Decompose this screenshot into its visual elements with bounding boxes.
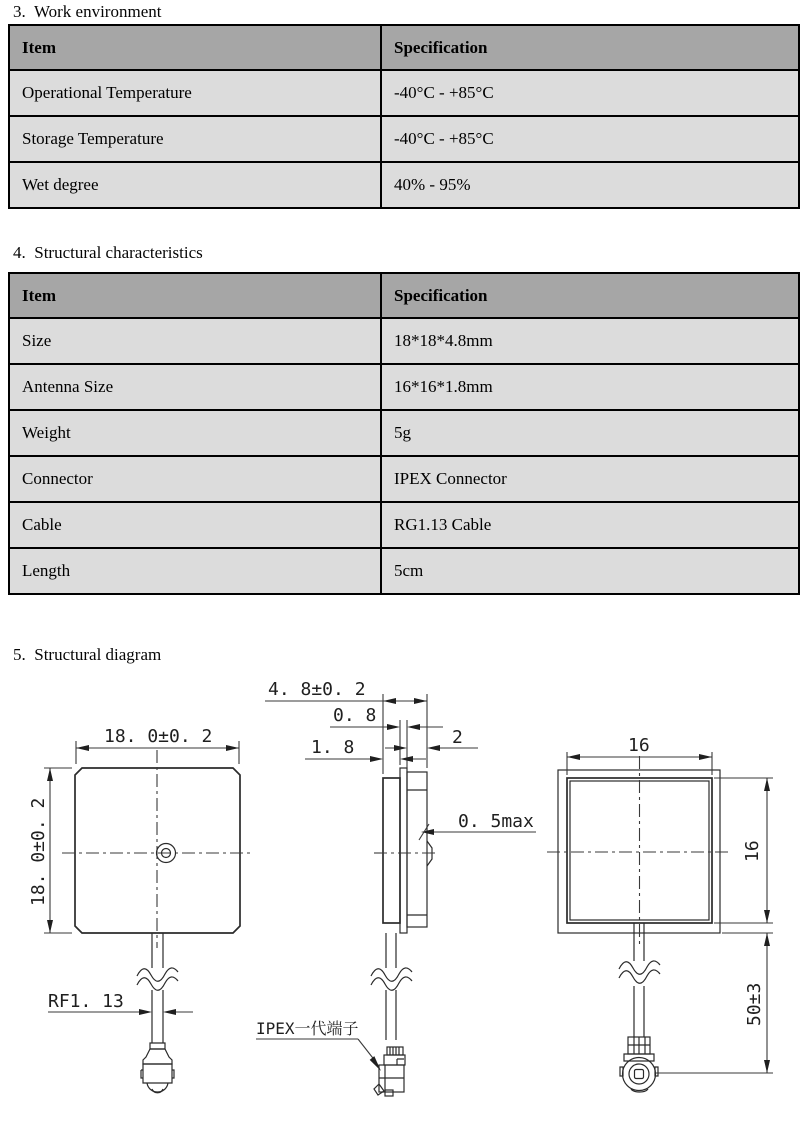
ufl-connector-bottom <box>620 1037 658 1092</box>
dimension-ceramic-thickness <box>305 737 426 762</box>
table-cell: -40°C - +85°C <box>381 70 799 116</box>
dimension-front-height <box>28 768 72 933</box>
label-cable-type: RF1. 13 <box>48 991 124 1012</box>
table-cell: 5g <box>381 410 799 456</box>
table-header-row <box>9 25 799 70</box>
ufl-connector-side <box>374 1047 405 1096</box>
pcb-side <box>400 768 407 933</box>
table-cell: RG1.13 Cable <box>381 502 799 548</box>
table-cell: Storage Temperature <box>9 116 381 162</box>
ceramic-patch-side <box>383 778 400 923</box>
cable-back <box>619 923 660 1037</box>
structural-diagram <box>0 670 806 1121</box>
table-cell: Cable <box>9 502 381 548</box>
table-row <box>9 70 799 116</box>
table-cell: Size <box>9 318 381 364</box>
table-row <box>9 162 799 208</box>
table-row <box>9 548 799 594</box>
column-header-item: Item <box>9 25 381 70</box>
back-view <box>547 735 773 1092</box>
table-cell: Wet degree <box>9 162 381 208</box>
dim-front-width-text: 18. 0±0. 2 <box>104 726 213 747</box>
side-view <box>256 679 536 1096</box>
work-environment-table <box>8 24 800 209</box>
dim-back-height-text: 16 <box>742 840 763 862</box>
dim-cable-length-text: 50±3 <box>744 982 765 1026</box>
dimension-solder-max <box>419 811 536 840</box>
table-row <box>9 116 799 162</box>
center-crosshair <box>547 756 731 948</box>
structural-characteristics-table <box>8 272 800 595</box>
section-heading-structural-characteristics: 4. Structural characteristics <box>13 243 203 262</box>
table-row <box>9 364 799 410</box>
table-cell: 18*18*4.8mm <box>381 318 799 364</box>
table-cell: -40°C - +85°C <box>381 116 799 162</box>
table-cell: IPEX Connector <box>381 456 799 502</box>
dimension-back-height <box>714 778 773 923</box>
column-header-item: Item <box>9 273 381 318</box>
dim-front-height-text: 18. 0±0. 2 <box>28 797 49 906</box>
table-row <box>9 410 799 456</box>
dim-total-thickness-text: 4. 8±0. 2 <box>268 679 366 700</box>
column-header-specification: Specification <box>381 25 799 70</box>
cable-front <box>137 933 178 1043</box>
shield-connector-side <box>407 772 427 927</box>
ipex-connector-callout <box>256 1019 381 1071</box>
table-cell: Weight <box>9 410 381 456</box>
dim-ceramic-thickness-text: 1. 8 <box>311 737 355 758</box>
cable-type-callout <box>48 991 193 1015</box>
ufl-connector-front <box>141 1043 174 1093</box>
table-cell: 40% - 95% <box>381 162 799 208</box>
table-cell: Connector <box>9 456 381 502</box>
table-cell: Length <box>9 548 381 594</box>
table-cell: Antenna Size <box>9 364 381 410</box>
dim-solder-max-text: 0. 5max <box>458 811 534 832</box>
cable-break-icon <box>137 968 178 990</box>
table-header-row <box>9 273 799 318</box>
label-ipex-connector: IPEX一代端子 <box>256 1019 359 1038</box>
cable-break-icon <box>619 961 660 983</box>
table-row <box>9 502 799 548</box>
front-view <box>28 726 252 1093</box>
dimension-cable-length <box>655 933 773 1073</box>
ceramic-back-inner-line <box>570 781 709 920</box>
table-row <box>9 318 799 364</box>
cable-break-icon <box>371 968 412 990</box>
dim-pcb-thickness-text: 0. 8 <box>333 705 377 726</box>
dimension-connector-height <box>385 727 478 751</box>
cable-side <box>371 933 412 1040</box>
table-cell: Operational Temperature <box>9 70 381 116</box>
section-heading-work-environment: 3. Work environment <box>13 2 162 21</box>
section-heading-structural-diagram: 5. Structural diagram <box>13 645 162 664</box>
table-row <box>9 456 799 502</box>
table-cell: 5cm <box>381 548 799 594</box>
column-header-specification: Specification <box>381 273 799 318</box>
table-cell: 16*16*1.8mm <box>381 364 799 410</box>
dim-connector-height-text: 2 <box>452 727 463 748</box>
dim-back-width-text: 16 <box>628 735 650 756</box>
